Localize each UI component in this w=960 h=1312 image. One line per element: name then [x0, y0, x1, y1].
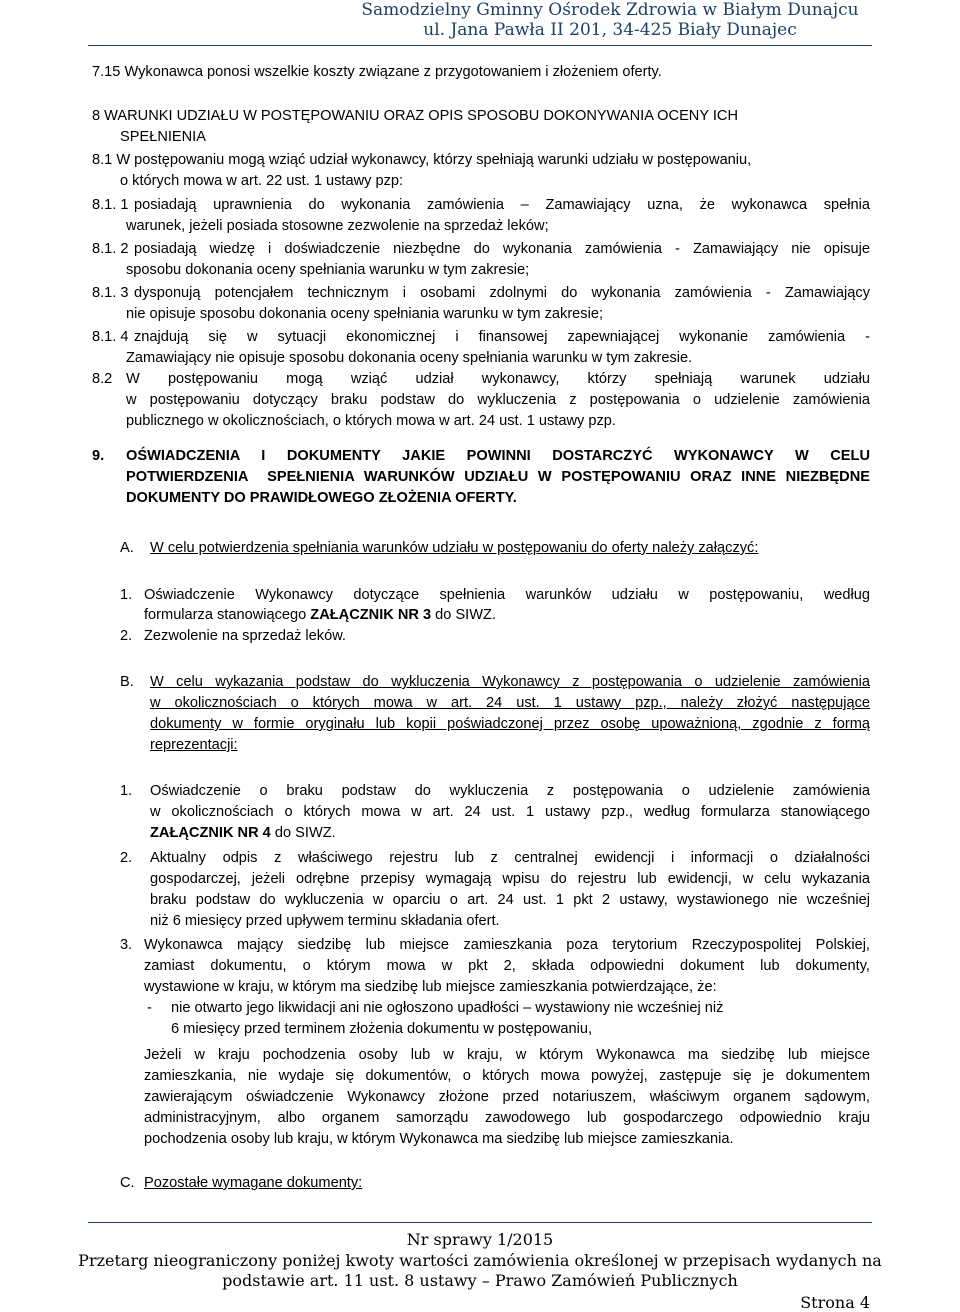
item-8-1-2-line1: posiadają wiedzę i doświadczenie niezbędne do wykonania zamówienia - Zamawiający nie opisuje [134, 241, 870, 257]
b-item-3-note-line5: pochodzenia osoby lub kraju, w którym Wykonawca ma siedzibę lub miejsce zamieszkania. [144, 1131, 734, 1147]
item-8-2-line3: publicznego w okolicznościach, o których mowa w art. 24 ust. 1 ustawy pzp. [126, 413, 616, 429]
a-item-1-suffix: do SIWZ. [431, 607, 496, 623]
b-item-3-note-line2: zamieszkania, nie wydaje się dokumentów, o których mowa powyżej, zastępuje się je dokumentem [144, 1068, 870, 1084]
b-item-3-bullet-line1: nie otwarto jego likwidacji ani nie ogłoszono upadłości – wystawiony nie wcześniej niż [171, 1000, 724, 1016]
b-item-2-line1: Aktualny odpis z właściwego rejestru lub z centralnej ewidencji i informacji o działalności [150, 850, 870, 866]
section-8-title-line1: 8 WARUNKI UDZIAŁU W POSTĘPOWANIU ORAZ OPIS SPOSOBU DOKONYWANIA OCENY ICH [92, 108, 738, 124]
b-item-2-number: 2. [120, 850, 133, 866]
a-item-2-number: 2. [120, 628, 133, 644]
b-item-3-dash: - [147, 1000, 152, 1016]
page-number: Strona 4 [800, 1293, 870, 1312]
subsection-b-line4: reprezentacji: [150, 737, 238, 753]
subsection-b-line3: dokumenty w formie oryginału lub kopii poświadczonej przez osobę upoważnioną, zgodnie z formą [150, 716, 870, 732]
subsection-a-heading: W celu potwierdzenia spełniania warunków udziału w postępowaniu do oferty należy załączyć: [150, 540, 759, 556]
header-divider [88, 45, 872, 46]
subsection-b-line2: w okolicznościach o których mowa w art. 24 ust. 1 ustawy pzp., należy złożyć następujące [150, 695, 870, 711]
footer-case-number: Nr sprawy 1/2015 [406, 1230, 554, 1249]
section-9-number: 9. [92, 448, 105, 464]
item-number-8-1-2: 8.1. 2 [92, 241, 129, 257]
section-9-title-line1: OŚWIADCZENIA I DOKUMENTY JAKIE POWINNI DOSTARCZYĆ WYKONAWCY W CELU [126, 448, 870, 464]
b-item-1-number: 1. [120, 783, 133, 799]
item-8-2-line1: W postępowaniu mogą wziąć udział wykonawcy, którzy spełniają warunek udziału [126, 371, 870, 387]
item-number-8-1-1: 8.1. 1 [92, 197, 129, 213]
attachment-3-ref: ZAŁĄCZNIK NR 3 [310, 607, 432, 623]
a-item-1-number: 1. [120, 587, 133, 603]
b-item-2-line2: gospodarczej, jeżeli odrębne przepisy wymagają wpisu do rejestru lub ewidencji, w celu wykazania [150, 871, 870, 887]
item-8-1-3-line2: nie opisuje sposobu dokonania oceny spełniania warunku w tym zakresie; [126, 306, 604, 322]
a-item-1-line1: Oświadczenie Wykonawcy dotyczące spełnienia warunków udziału w postępowaniu, według [144, 587, 870, 603]
footer-line1: Przetarg nieograniczony poniżej kwoty wartości zamówienia określonej w przepisach wydanych na [78, 1251, 882, 1270]
section-9-title-line2: POTWIERDZENIA SPEŁNIENIA WARUNKÓW UDZIAŁU W POSTĘPOWANIU ORAZ INNE NIEZBĘDNE [126, 469, 870, 485]
b-item-3-note-line3: zawierającym oświadczenie Wykonawcy złożone przed notariuszem, właściwym organem sądowym, [144, 1089, 870, 1105]
item-number-8-2: 8.2 [92, 371, 113, 387]
section-9-title-line3: DOKUMENTY DO PRAWIDŁOWEGO ZŁOŻENIA OFERTY. [126, 490, 517, 506]
paragraph-8-1-line2: o których mowa w art. 22 ust. 1 ustawy pzp: [120, 173, 404, 189]
b-item-1-suffix: do SIWZ. [270, 825, 336, 841]
section-8-title-line2: SPEŁNIENIA [120, 129, 206, 145]
subsection-c-heading: Pozostałe wymagane dokumenty: [144, 1175, 363, 1191]
item-8-1-3-line1: dysponują potencjałem technicznym i osobami zdolnymi do wykonania zamówienia - Zamawiający [134, 285, 870, 301]
attachment-4-ref: ZAŁĄCZNIK NR 4 [150, 825, 271, 841]
b-item-3-note-line4: administracyjnym, albo organem samorządu zawodowego lub gospodarczego odpowiednio kraju [144, 1110, 870, 1126]
b-item-3-number: 3. [120, 937, 133, 953]
item-8-1-2-line2: sposobu dokonania oceny spełniania warunku w tym zakresie; [126, 262, 530, 278]
b-item-1-line2: w okolicznościach o których mowa w art. 24 ust. 1 ustawy pzp., według formularza stanowiącego [150, 804, 870, 820]
b-item-3-line1: Wykonawca mający siedzibę lub miejsce zamieszkania poza terytorium Rzeczypospolitej Polskiej, [144, 937, 870, 953]
a-item-1-line2 [144, 605, 496, 625]
b-item-2-line4: niż 6 miesięcy przed upływem terminu składania ofert. [150, 913, 500, 929]
b-item-2-line3: braku podstaw do wykluczenia w oparciu o art. 24 ust. 1 pkt 2 ustawy, wystawionego nie wcześniej [150, 892, 870, 908]
paragraph-8-1-line1: 8.1 W postępowaniu mogą wziąć udział wykonawcy, którzy spełniają warunki udziału w postępowaniu, [92, 152, 752, 168]
item-8-1-1-line1: posiadają uprawnienia do wykonania zamówienia – Zamawiający uzna, że wykonawca spełnia [134, 197, 870, 213]
footer-divider [88, 1222, 872, 1223]
footer-line2: podstawie art. 11 ust. 8 ustawy – Prawo Zamówień Publicznych [222, 1271, 738, 1290]
item-8-1-4-line1: znajdują się w sytuacji ekonomicznej i finansowej zapewniającej wykonanie zamówienia - [134, 329, 870, 345]
subsection-b-label: B. [120, 674, 134, 690]
item-8-2-line2: w postępowaniu dotyczący braku podstaw do wykluczenia z postępowania o udzielenie zamówienia [126, 392, 870, 408]
paragraph-7-15: 7.15 Wykonawca ponosi wszelkie koszty związane z przygotowaniem i złożeniem oferty. [92, 64, 662, 80]
item-8-1-4-line2: Zamawiający nie opisuje sposobu dokonania oceny spełniania warunku w tym zakresie. [126, 350, 693, 366]
a-item-2-text: Zezwolenie na sprzedaż leków. [144, 628, 346, 644]
header-address: ul. Jana Pawła II 201, 34-425 Biały Dunajec [423, 20, 797, 40]
subsection-b-line1: W celu wykazania podstaw do wykluczenia Wykonawcy z postępowania o udzielenie zamówienia [150, 674, 870, 690]
b-item-3-line3: wystawione w kraju, w którym ma siedzibę lub miejsce zamieszkania potwierdzające, że: [144, 979, 717, 995]
header-institution: Samodzielny Gminny Ośrodek Zdrowia w Białym Dunajcu [361, 0, 859, 20]
b-item-1-line3 [150, 823, 336, 843]
subsection-a-label: A. [120, 540, 134, 556]
b-item-3-note-line1: Jeżeli w kraju pochodzenia osoby lub w kraju, w którym Wykonawca ma siedzibę lub miejsce [144, 1047, 870, 1063]
b-item-3-line2: zamiast dokumentu, o którym mowa w pkt 2, składa odpowiedni dokument lub dokumenty, [144, 958, 870, 974]
item-8-1-1-line2: warunek, jeżeli posiada stosowne zezwolenie na sprzedaż leków; [126, 218, 549, 234]
subsection-c-label: C. [120, 1175, 135, 1191]
b-item-1-line1: Oświadczenie o braku podstaw do wykluczenia z postępowania o udzielenie zamówienia [150, 783, 870, 799]
a-item-1-text: formularza stanowiącego [144, 607, 311, 623]
b-item-3-bullet-line2: 6 miesięcy przed terminem złożenia dokumentu w postępowaniu, [171, 1021, 592, 1037]
item-number-8-1-3: 8.1. 3 [92, 285, 129, 301]
item-number-8-1-4: 8.1. 4 [92, 329, 129, 345]
